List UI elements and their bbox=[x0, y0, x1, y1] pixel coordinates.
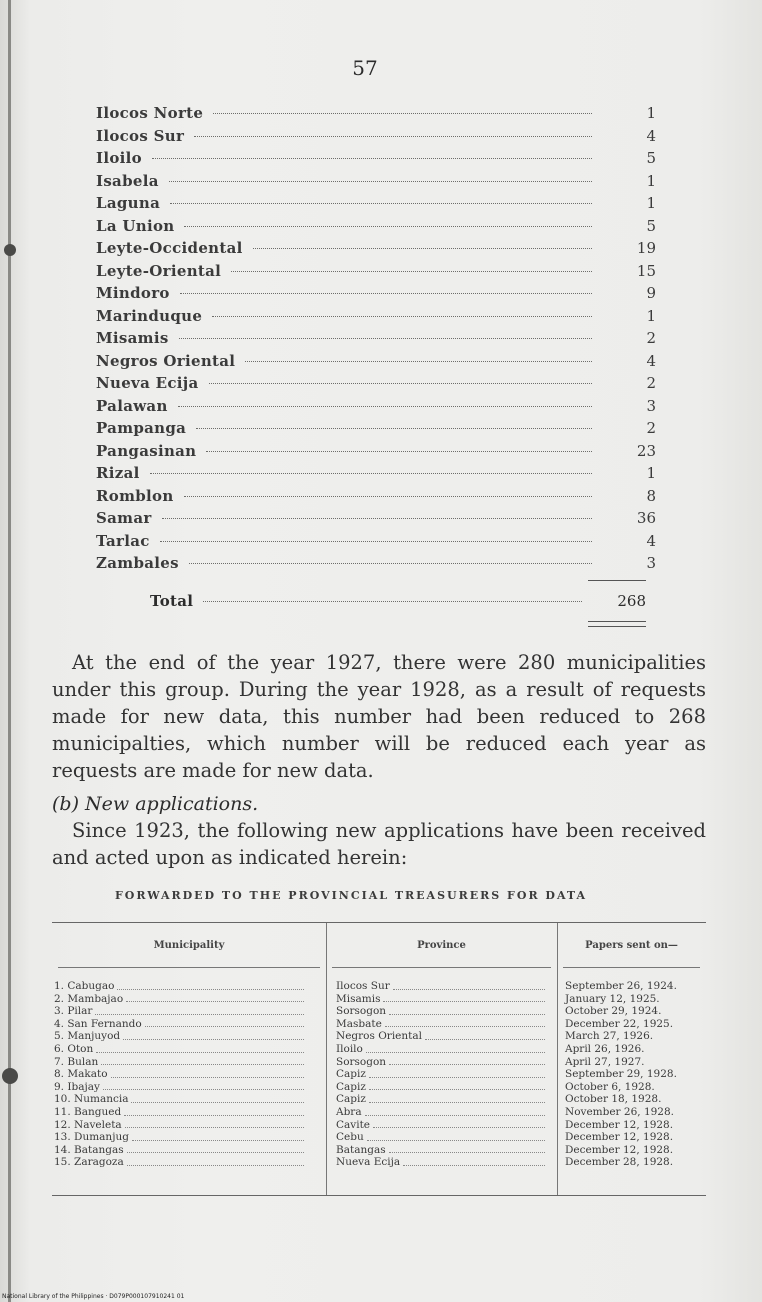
papers-sent-date: December 28, 1928. bbox=[565, 1156, 674, 1169]
province-count: 1 bbox=[646, 194, 656, 212]
leader-dots bbox=[95, 1005, 304, 1015]
province-count: 1 bbox=[646, 464, 656, 482]
table-row-province bbox=[326, 1106, 557, 1119]
table-row-date bbox=[557, 1093, 706, 1106]
leader-dots bbox=[253, 247, 592, 249]
table-row-municipality bbox=[52, 1156, 326, 1169]
table-row-municipality bbox=[52, 993, 326, 1006]
papers-sent-column bbox=[557, 923, 706, 1195]
leader-dots bbox=[403, 1156, 545, 1166]
province-count: 4 bbox=[646, 531, 656, 550]
leader-dots bbox=[145, 1018, 304, 1028]
municipality-name: 5. Manjuyod bbox=[54, 1030, 121, 1043]
total-double-rule bbox=[588, 621, 646, 627]
province-count: 2 bbox=[646, 419, 656, 437]
province-column bbox=[326, 923, 558, 1195]
leader-dots bbox=[389, 1144, 545, 1154]
province-name: Palawan bbox=[96, 396, 168, 415]
leader-dots bbox=[369, 1093, 545, 1103]
leader-dots bbox=[231, 270, 592, 272]
province-count: 8 bbox=[646, 486, 656, 505]
leader-dots bbox=[127, 1144, 304, 1154]
leader-dots bbox=[127, 1156, 304, 1166]
province-row bbox=[96, 374, 656, 397]
leader-dots bbox=[169, 180, 592, 182]
table-row-date bbox=[557, 1005, 706, 1018]
province-count: 3 bbox=[646, 554, 656, 572]
binding-hole bbox=[2, 1068, 18, 1084]
province-name: Iloilo bbox=[336, 1042, 363, 1055]
province-name: Negros Oriental bbox=[336, 1030, 422, 1043]
province-count: 19 bbox=[636, 239, 656, 257]
province-name: La Union bbox=[96, 216, 175, 235]
table-row-province bbox=[326, 1144, 557, 1157]
municipality-name: 2. Mambajao bbox=[54, 992, 124, 1005]
province-row bbox=[96, 149, 656, 172]
table-row-municipality bbox=[52, 1081, 326, 1094]
province-row bbox=[96, 352, 656, 375]
table-row-municipality bbox=[52, 1068, 326, 1081]
province-count: 23 bbox=[636, 441, 656, 460]
province-name: Iloilo bbox=[96, 149, 142, 167]
municipality-name: 9. Ibajay bbox=[54, 1080, 100, 1093]
leader-dots bbox=[150, 472, 592, 474]
table-row-province bbox=[326, 1030, 557, 1043]
leader-dots bbox=[117, 980, 304, 990]
papers-sent-date: December 22, 1925. bbox=[565, 1017, 674, 1030]
leader-dots bbox=[152, 157, 592, 159]
province-row bbox=[96, 442, 656, 465]
province-count: 2 bbox=[646, 329, 656, 347]
table-row-date bbox=[557, 993, 706, 1006]
table-row-municipality bbox=[52, 1005, 326, 1018]
table-row-date bbox=[557, 1068, 706, 1081]
province-name: Capiz bbox=[336, 1080, 366, 1093]
table-row-province bbox=[326, 1005, 557, 1018]
table-row-province bbox=[326, 980, 557, 993]
municipality-name: 1. Cabugao bbox=[54, 980, 115, 992]
province-name: Ilocos Norte bbox=[96, 104, 204, 122]
province-name: Zambales bbox=[96, 554, 179, 572]
municipality-name: 11. Bangued bbox=[54, 1105, 122, 1118]
province-row bbox=[96, 239, 656, 262]
page-number: 57 bbox=[352, 56, 378, 80]
table-row-province bbox=[326, 1131, 557, 1144]
province-count-list bbox=[96, 104, 656, 577]
table-row-date bbox=[557, 1119, 706, 1132]
province-name: Isabela bbox=[96, 171, 159, 190]
total-rule bbox=[588, 580, 646, 581]
leader-dots bbox=[425, 1030, 545, 1040]
leader-dots bbox=[203, 600, 582, 602]
province-name: Romblon bbox=[96, 486, 174, 505]
table-row-province bbox=[326, 1081, 557, 1094]
subheading: (b) New applications. bbox=[52, 793, 259, 815]
province-name: Ilocos Sur bbox=[96, 126, 185, 145]
municipality-name: 3. Pilar bbox=[54, 1005, 93, 1018]
leader-dots bbox=[373, 1119, 545, 1129]
table-row-province bbox=[326, 1093, 557, 1106]
province-name: Ilocos Sur bbox=[336, 980, 390, 992]
province-count: 1 bbox=[646, 306, 656, 325]
table-row-municipality bbox=[52, 1018, 326, 1031]
total-value: 268 bbox=[617, 592, 646, 610]
leader-dots bbox=[245, 360, 592, 362]
province-count: 2 bbox=[646, 374, 656, 392]
province-name: Pampanga bbox=[96, 419, 187, 437]
province-name: Negros Oriental bbox=[96, 351, 236, 370]
papers-sent-date: October 6, 1928. bbox=[565, 1080, 655, 1093]
table-row-province bbox=[326, 1043, 557, 1056]
table-row-province bbox=[326, 1156, 557, 1169]
leader-dots bbox=[178, 405, 592, 407]
leader-dots bbox=[389, 1056, 545, 1066]
province-row bbox=[96, 532, 656, 555]
municipality-name: 7. Bulan bbox=[54, 1055, 99, 1068]
province-count: 36 bbox=[636, 509, 656, 527]
province-name: Misamis bbox=[96, 329, 169, 347]
date-cells bbox=[557, 968, 706, 1169]
papers-sent-date: April 26, 1926. bbox=[565, 1042, 645, 1055]
column-header-municipality: Municipality bbox=[58, 923, 320, 968]
table-caption: FORWARDED TO THE PROVINCIAL TREASURERS FOR DATA bbox=[115, 889, 588, 902]
municipality-name: 12. Naveleta bbox=[54, 1118, 122, 1131]
column-header-province: Province bbox=[332, 923, 551, 968]
leader-dots bbox=[385, 1018, 545, 1028]
province-name: Samar bbox=[96, 509, 152, 527]
province-count: 1 bbox=[646, 171, 656, 190]
province-name: Masbate bbox=[336, 1017, 382, 1030]
papers-sent-date: October 29, 1924. bbox=[565, 1005, 662, 1018]
table-row-date bbox=[557, 1156, 706, 1169]
table-row-province bbox=[326, 1119, 557, 1132]
leader-dots bbox=[103, 1081, 304, 1091]
table-row-date bbox=[557, 1030, 706, 1043]
binding-hole bbox=[4, 244, 16, 256]
table-row-municipality bbox=[52, 1056, 326, 1069]
province-row bbox=[96, 104, 656, 127]
leader-dots bbox=[111, 1068, 304, 1078]
table-row-province bbox=[326, 1068, 557, 1081]
province-row bbox=[96, 127, 656, 150]
province-count: 3 bbox=[646, 396, 656, 415]
papers-sent-date: September 29, 1928. bbox=[565, 1068, 677, 1081]
province-row bbox=[96, 284, 656, 307]
leader-dots bbox=[209, 382, 592, 384]
leader-dots bbox=[180, 292, 592, 294]
province-name: Sorsogon bbox=[336, 1055, 387, 1068]
province-name: Cavite bbox=[336, 1118, 371, 1131]
papers-sent-date: September 26, 1924. bbox=[565, 980, 677, 992]
province-name: Marinduque bbox=[96, 306, 203, 325]
province-name: Abra bbox=[336, 1105, 362, 1118]
municipality-name: 15. Zaragoza bbox=[54, 1156, 124, 1169]
papers-sent-date: December 12, 1928. bbox=[565, 1143, 674, 1156]
table-row-municipality bbox=[52, 1043, 326, 1056]
municipality-cells bbox=[52, 968, 326, 1169]
province-name: Tarlac bbox=[96, 531, 150, 550]
province-count: 15 bbox=[636, 261, 656, 280]
leader-dots bbox=[123, 1030, 304, 1040]
province-row bbox=[96, 194, 656, 217]
leader-dots bbox=[383, 993, 545, 1003]
province-row bbox=[96, 307, 656, 330]
leader-dots bbox=[126, 993, 304, 1003]
province-row bbox=[96, 397, 656, 420]
leader-dots bbox=[212, 315, 592, 317]
leader-dots bbox=[184, 495, 592, 497]
municipality-name: 6. Oton bbox=[54, 1042, 94, 1055]
province-name: Batangas bbox=[336, 1143, 386, 1156]
papers-sent-date: December 12, 1928. bbox=[565, 1131, 674, 1144]
table-row-province bbox=[326, 1018, 557, 1031]
province-count: 1 bbox=[646, 104, 656, 122]
leader-dots bbox=[179, 337, 592, 339]
province-name: Sorsogon bbox=[336, 1005, 387, 1018]
total-row bbox=[150, 592, 646, 610]
table-row-date bbox=[557, 1106, 706, 1119]
applications-table bbox=[52, 922, 706, 1196]
province-count: 4 bbox=[646, 126, 656, 145]
province-cells bbox=[326, 968, 557, 1169]
municipality-name: 4. San Fernando bbox=[54, 1017, 142, 1030]
province-name: Leyte-Occidental bbox=[96, 239, 243, 257]
page-binding-edge bbox=[8, 0, 11, 1302]
province-row bbox=[96, 554, 656, 577]
province-name: Pangasinan bbox=[96, 441, 197, 460]
province-row bbox=[96, 487, 656, 510]
municipality-name: 14. Batangas bbox=[54, 1143, 124, 1156]
province-count: 9 bbox=[646, 284, 656, 302]
table-row-municipality bbox=[52, 1131, 326, 1144]
leader-dots bbox=[131, 1093, 304, 1103]
province-name: Capiz bbox=[336, 1068, 366, 1081]
leader-dots bbox=[393, 980, 545, 990]
leader-dots bbox=[196, 427, 592, 429]
province-name: Capiz bbox=[336, 1093, 366, 1106]
total-label: Total bbox=[150, 592, 194, 610]
municipality-column bbox=[52, 923, 327, 1195]
leader-dots bbox=[132, 1131, 304, 1141]
table-row-date bbox=[557, 1081, 706, 1094]
table-row-date bbox=[557, 1056, 706, 1069]
leader-dots bbox=[213, 112, 592, 114]
province-row bbox=[96, 509, 656, 532]
paragraph-2: Since 1923, the following new applications have been received and acted upon as indicated herein: bbox=[52, 819, 706, 869]
province-count: 5 bbox=[646, 216, 656, 235]
leader-dots bbox=[367, 1131, 545, 1141]
province-name: Nueva Ecija bbox=[96, 374, 199, 392]
table-row-province bbox=[326, 993, 557, 1006]
province-row bbox=[96, 172, 656, 195]
footer-credit: National Library of the Philippines · D079P000107910241 01 bbox=[2, 1293, 185, 1300]
province-name: Laguna bbox=[96, 194, 161, 212]
paragraph-1: At the end of the year 1927, there were 280 municipalities under this group. During the year 1928, as a result of requests made for new data, this number had been reduced to 268 municipalties, which number will be reduced each year as requests are made for new data. bbox=[52, 651, 706, 782]
table-row-municipality bbox=[52, 1030, 326, 1043]
province-name: Rizal bbox=[96, 464, 140, 482]
leader-dots bbox=[125, 1119, 304, 1129]
leader-dots bbox=[389, 1005, 545, 1015]
leader-dots bbox=[160, 540, 592, 542]
leader-dots bbox=[194, 135, 592, 137]
papers-sent-date: April 27, 1927. bbox=[565, 1055, 645, 1068]
leader-dots bbox=[369, 1068, 545, 1078]
leader-dots bbox=[96, 1043, 304, 1053]
table-row-date bbox=[557, 980, 706, 993]
leader-dots bbox=[189, 562, 592, 564]
municipality-name: 13. Dumanjug bbox=[54, 1131, 129, 1144]
province-name: Leyte-Oriental bbox=[96, 261, 222, 280]
papers-sent-date: March 27, 1926. bbox=[565, 1030, 654, 1043]
leader-dots bbox=[101, 1056, 304, 1066]
leader-dots bbox=[170, 202, 592, 204]
province-name: Cebu bbox=[336, 1131, 364, 1144]
table-row-municipality bbox=[52, 1106, 326, 1119]
papers-sent-date: November 26, 1928. bbox=[565, 1105, 674, 1118]
leader-dots bbox=[369, 1081, 545, 1091]
leader-dots bbox=[206, 450, 592, 452]
province-row bbox=[96, 419, 656, 442]
papers-sent-date: January 12, 1925. bbox=[565, 992, 660, 1005]
table-row-date bbox=[557, 1144, 706, 1157]
table-row-date bbox=[557, 1131, 706, 1144]
table-row-municipality bbox=[52, 1144, 326, 1157]
municipality-name: 10. Numancia bbox=[54, 1093, 129, 1106]
province-row bbox=[96, 329, 656, 352]
table-row-date bbox=[557, 1018, 706, 1031]
table-row-province bbox=[326, 1056, 557, 1069]
papers-sent-date: December 12, 1928. bbox=[565, 1118, 674, 1131]
province-row bbox=[96, 464, 656, 487]
province-name: Mindoro bbox=[96, 284, 170, 302]
province-name: Misamis bbox=[336, 992, 381, 1005]
leader-dots bbox=[162, 517, 592, 519]
province-row bbox=[96, 217, 656, 240]
leader-dots bbox=[366, 1043, 545, 1053]
leader-dots bbox=[184, 225, 592, 227]
province-count: 5 bbox=[646, 149, 656, 167]
papers-sent-date: October 18, 1928. bbox=[565, 1093, 662, 1106]
table-row-municipality bbox=[52, 980, 326, 993]
province-count: 4 bbox=[646, 351, 656, 370]
column-header-papers-sent: Papers sent on— bbox=[563, 923, 700, 968]
province-name: Nueva Ecija bbox=[336, 1156, 401, 1169]
leader-dots bbox=[124, 1106, 304, 1116]
table-row-municipality bbox=[52, 1119, 326, 1132]
municipality-name: 8. Makato bbox=[54, 1068, 108, 1081]
leader-dots bbox=[365, 1106, 545, 1116]
table-row-municipality bbox=[52, 1093, 326, 1106]
province-row bbox=[96, 262, 656, 285]
table-row-date bbox=[557, 1043, 706, 1056]
